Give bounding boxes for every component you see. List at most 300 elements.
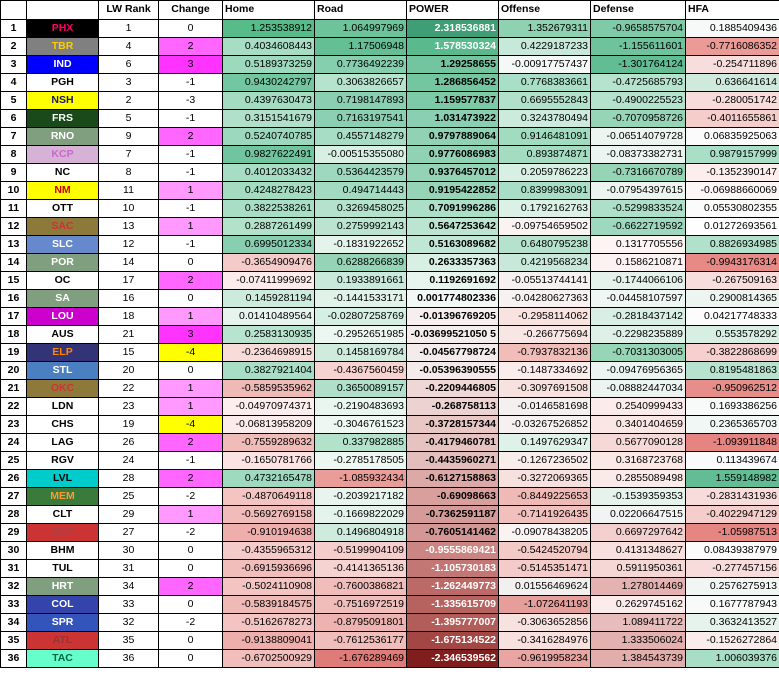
cell-hfa[interactable]: -1.05987513 (686, 524, 779, 542)
cell-lw-rank[interactable]: 16 (99, 290, 159, 308)
cell-change[interactable]: 2 (159, 470, 223, 488)
cell-power[interactable]: -0.4179460781 (407, 434, 499, 452)
cell-defense[interactable]: -0.2298235889 (591, 326, 686, 344)
table-row[interactable] (1, 92, 779, 110)
cell-team[interactable]: IND (27, 56, 99, 74)
cell-power[interactable]: -0.4435960271 (407, 452, 499, 470)
cell-offense[interactable]: 0.7768383661 (499, 74, 591, 92)
cell-home[interactable]: 0.3822538261 (223, 200, 315, 218)
cell-hfa[interactable]: 0.06835925063 (686, 128, 779, 146)
table-row[interactable] (1, 236, 779, 254)
cell-road[interactable]: -1.085932434 (315, 470, 407, 488)
cell-road[interactable]: -0.00515355080 (315, 146, 407, 164)
cell-rank[interactable]: 14 (1, 254, 27, 272)
cell-road[interactable]: 0.4557148279 (315, 128, 407, 146)
cell-offense[interactable]: -0.3097691508 (499, 380, 591, 398)
cell-power[interactable]: -0.3728157344 (407, 416, 499, 434)
cell-home[interactable]: -0.5839184575 (223, 596, 315, 614)
cell-lw-rank[interactable]: 26 (99, 434, 159, 452)
cell-defense[interactable]: 1.278014469 (591, 578, 686, 596)
cell-power[interactable]: 0.001774802336 (407, 290, 499, 308)
cell-offense[interactable]: -0.3272069365 (499, 470, 591, 488)
cell-offense[interactable]: 0.1497629347 (499, 434, 591, 452)
cell-team[interactable]: COL (27, 596, 99, 614)
cell-change[interactable]: 1 (159, 182, 223, 200)
cell-hfa[interactable]: 0.2900814365 (686, 290, 779, 308)
cell-road[interactable]: -0.7600386821 (315, 578, 407, 596)
cell-road[interactable]: 0.5364423579 (315, 164, 407, 182)
cell-hfa[interactable]: -0.1352390147 (686, 164, 779, 182)
cell-team[interactable]: LOU (27, 308, 99, 326)
cell-change[interactable]: 0 (159, 650, 223, 668)
cell-power[interactable]: -2.346539562 (407, 650, 499, 668)
cell-rank[interactable]: 4 (1, 74, 27, 92)
cell-road[interactable]: 0.3269458025 (315, 200, 407, 218)
cell-defense[interactable]: 0.3168723768 (591, 452, 686, 470)
cell-team[interactable]: RNO (27, 128, 99, 146)
cell-lw-rank[interactable]: 18 (99, 308, 159, 326)
cell-offense[interactable]: -0.09754659502 (499, 218, 591, 236)
cell-offense[interactable]: -0.9619958234 (499, 650, 591, 668)
cell-lw-rank[interactable]: 3 (99, 74, 159, 92)
cell-rank[interactable]: 35 (1, 632, 27, 650)
cell-defense[interactable]: -1.301764124 (591, 56, 686, 74)
cell-lw-rank[interactable]: 19 (99, 416, 159, 434)
cell-road[interactable]: -0.1669822029 (315, 506, 407, 524)
cell-defense[interactable]: -0.06514079728 (591, 128, 686, 146)
header-change[interactable]: Change (159, 1, 223, 20)
cell-hfa[interactable]: 0.553578292 (686, 326, 779, 344)
cell-defense[interactable]: -0.4900225523 (591, 92, 686, 110)
cell-lw-rank[interactable]: 35 (99, 632, 159, 650)
cell-change[interactable]: 0 (159, 542, 223, 560)
header-rank[interactable] (1, 1, 27, 20)
cell-team[interactable]: AUS (27, 326, 99, 344)
cell-home[interactable]: -0.9138809041 (223, 632, 315, 650)
cell-home[interactable]: -0.07411999692 (223, 272, 315, 290)
cell-home[interactable]: -0.6915936696 (223, 560, 315, 578)
cell-lw-rank[interactable]: 12 (99, 236, 159, 254)
cell-defense[interactable]: -0.7031303005 (591, 344, 686, 362)
table-row[interactable] (1, 326, 779, 344)
cell-home[interactable]: -0.5692769158 (223, 506, 315, 524)
header-road[interactable]: Road (315, 1, 407, 20)
table-row[interactable] (1, 434, 779, 452)
cell-hfa[interactable]: -0.3822868699 (686, 344, 779, 362)
table-row[interactable] (1, 560, 779, 578)
cell-lw-rank[interactable]: 4 (99, 38, 159, 56)
cell-offense[interactable]: 0.2059786223 (499, 164, 591, 182)
table-row[interactable] (1, 470, 779, 488)
table-row[interactable] (1, 182, 779, 200)
cell-power[interactable]: -1.105730183 (407, 560, 499, 578)
cell-offense[interactable]: -0.266775694 (499, 326, 591, 344)
cell-road[interactable]: 0.1933891661 (315, 272, 407, 290)
cell-defense[interactable]: 0.3401404659 (591, 416, 686, 434)
cell-defense[interactable]: 0.4131348627 (591, 542, 686, 560)
cell-road[interactable]: -0.2039217182 (315, 488, 407, 506)
cell-road[interactable]: 0.7736492239 (315, 56, 407, 74)
cell-hfa[interactable]: -0.950962512 (686, 380, 779, 398)
cell-hfa[interactable]: 0.2576275913 (686, 578, 779, 596)
cell-offense[interactable]: 0.893874871 (499, 146, 591, 164)
cell-offense[interactable]: -0.03267526852 (499, 416, 591, 434)
cell-defense[interactable]: 0.5911950361 (591, 560, 686, 578)
table-row[interactable] (1, 290, 779, 308)
table-row[interactable] (1, 488, 779, 506)
table-row[interactable] (1, 56, 779, 74)
cell-defense[interactable]: -0.7070958726 (591, 110, 686, 128)
table-row[interactable] (1, 344, 779, 362)
cell-defense[interactable]: 1.384543739 (591, 650, 686, 668)
cell-hfa[interactable]: 0.9879157999 (686, 146, 779, 164)
cell-power[interactable]: -0.03699521050 5 (407, 326, 499, 344)
cell-team[interactable]: SPR (27, 614, 99, 632)
cell-defense[interactable]: 1.089411722 (591, 614, 686, 632)
cell-team[interactable]: ELP (27, 344, 99, 362)
table-row[interactable] (1, 596, 779, 614)
cell-hfa[interactable]: -0.267509163 (686, 272, 779, 290)
cell-defense[interactable]: -0.7316670789 (591, 164, 686, 182)
cell-power[interactable]: 1.578530324 (407, 38, 499, 56)
cell-lw-rank[interactable]: 29 (99, 506, 159, 524)
cell-home[interactable]: -0.06813958209 (223, 416, 315, 434)
cell-lw-rank[interactable]: 6 (99, 56, 159, 74)
cell-team[interactable]: BHM (27, 542, 99, 560)
cell-lw-rank[interactable]: 11 (99, 182, 159, 200)
cell-lw-rank[interactable]: 28 (99, 470, 159, 488)
cell-rank[interactable]: 31 (1, 560, 27, 578)
cell-hfa[interactable]: 0.1693386256 (686, 398, 779, 416)
cell-rank[interactable]: 30 (1, 542, 27, 560)
cell-change[interactable]: -2 (159, 488, 223, 506)
cell-offense[interactable]: -0.05513744141 (499, 272, 591, 290)
cell-lw-rank[interactable]: 9 (99, 128, 159, 146)
cell-change[interactable]: 2 (159, 578, 223, 596)
cell-power[interactable]: 0.9376457012 (407, 164, 499, 182)
table-row[interactable] (1, 398, 779, 416)
cell-road[interactable]: -0.7516972519 (315, 596, 407, 614)
cell-hfa[interactable]: -0.1526272864 (686, 632, 779, 650)
cell-change[interactable]: -1 (159, 74, 223, 92)
cell-team[interactable]: LAG (27, 434, 99, 452)
table-row[interactable] (1, 218, 779, 236)
cell-road[interactable]: -0.3046761523 (315, 416, 407, 434)
cell-lw-rank[interactable]: 30 (99, 542, 159, 560)
cell-power[interactable]: 0.7091996286 (407, 200, 499, 218)
header-home[interactable]: Home (223, 1, 315, 20)
cell-lw-rank[interactable]: 27 (99, 524, 159, 542)
table-row[interactable] (1, 452, 779, 470)
cell-defense[interactable]: -0.08882447034 (591, 380, 686, 398)
cell-home[interactable]: 0.4012033432 (223, 164, 315, 182)
cell-lw-rank[interactable]: 32 (99, 614, 159, 632)
cell-hfa[interactable]: -0.254711896 (686, 56, 779, 74)
cell-home[interactable]: -0.5859535962 (223, 380, 315, 398)
cell-offense[interactable]: -0.0146581698 (499, 398, 591, 416)
cell-rank[interactable]: 28 (1, 506, 27, 524)
table-row[interactable] (1, 524, 779, 542)
cell-lw-rank[interactable]: 34 (99, 578, 159, 596)
header-power[interactable]: POWER (407, 1, 499, 20)
cell-power[interactable]: -0.7605141462 (407, 524, 499, 542)
cell-power[interactable]: -0.6127158863 (407, 470, 499, 488)
cell-offense[interactable]: 0.4219568234 (499, 254, 591, 272)
cell-home[interactable]: 0.6995012334 (223, 236, 315, 254)
cell-home[interactable]: 0.1459281194 (223, 290, 315, 308)
cell-hfa[interactable]: -0.4022947129 (686, 506, 779, 524)
cell-team[interactable]: PHX (27, 20, 99, 38)
cell-lw-rank[interactable]: 5 (99, 110, 159, 128)
cell-home[interactable]: 0.3151541679 (223, 110, 315, 128)
cell-rank[interactable]: 8 (1, 146, 27, 164)
cell-hfa[interactable]: 0.3632413527 (686, 614, 779, 632)
cell-home[interactable]: -0.4355965312 (223, 542, 315, 560)
cell-road[interactable]: -0.2190483693 (315, 398, 407, 416)
cell-defense[interactable]: 0.02206647515 (591, 506, 686, 524)
cell-rank[interactable]: 2 (1, 38, 27, 56)
cell-power[interactable]: -1.262449773 (407, 578, 499, 596)
cell-offense[interactable]: -0.5145351471 (499, 560, 591, 578)
cell-home[interactable]: 0.4732165478 (223, 470, 315, 488)
cell-home[interactable]: 0.5240740785 (223, 128, 315, 146)
cell-offense[interactable]: 0.6695552843 (499, 92, 591, 110)
cell-hfa[interactable]: 0.1885409436 (686, 20, 779, 38)
cell-power[interactable]: 1.031473922 (407, 110, 499, 128)
cell-offense[interactable]: -0.00917757437 (499, 56, 591, 74)
cell-lw-rank[interactable]: 17 (99, 272, 159, 290)
cell-rank[interactable]: 25 (1, 452, 27, 470)
cell-offense[interactable]: -0.2958114062 (499, 308, 591, 326)
table-row[interactable] (1, 20, 779, 38)
cell-hfa[interactable]: -0.4011655861 (686, 110, 779, 128)
cell-road[interactable]: -0.8795091801 (315, 614, 407, 632)
cell-home[interactable]: 0.4397630473 (223, 92, 315, 110)
cell-road[interactable]: -0.1441533171 (315, 290, 407, 308)
cell-change[interactable]: -1 (159, 146, 223, 164)
cell-defense[interactable]: 0.1586210871 (591, 254, 686, 272)
cell-road[interactable]: 0.337982885 (315, 434, 407, 452)
cell-power[interactable]: 0.5647253642 (407, 218, 499, 236)
cell-change[interactable]: 1 (159, 308, 223, 326)
cell-change[interactable]: 2 (159, 128, 223, 146)
cell-home[interactable]: -0.1650781766 (223, 452, 315, 470)
cell-change[interactable]: 0 (159, 362, 223, 380)
cell-change[interactable]: 0 (159, 632, 223, 650)
cell-lw-rank[interactable]: 13 (99, 218, 159, 236)
table-row[interactable] (1, 110, 779, 128)
cell-change[interactable]: 2 (159, 38, 223, 56)
table-row[interactable] (1, 164, 779, 182)
cell-road[interactable]: -0.4367560459 (315, 362, 407, 380)
cell-road[interactable]: 0.6288266839 (315, 254, 407, 272)
cell-rank[interactable]: 34 (1, 614, 27, 632)
cell-power[interactable]: 0.2633357363 (407, 254, 499, 272)
cell-change[interactable]: 3 (159, 56, 223, 74)
cell-offense[interactable]: -0.1267236502 (499, 452, 591, 470)
cell-hfa[interactable]: -0.9943176314 (686, 254, 779, 272)
cell-defense[interactable]: -0.9658575704 (591, 20, 686, 38)
cell-road[interactable]: -0.02807258769 (315, 308, 407, 326)
cell-rank[interactable]: 17 (1, 308, 27, 326)
table-row[interactable] (1, 308, 779, 326)
cell-change[interactable]: 2 (159, 434, 223, 452)
cell-power[interactable]: 0.1192691692 (407, 272, 499, 290)
cell-hfa[interactable]: 0.8195481863 (686, 362, 779, 380)
cell-home[interactable]: -0.04970974371 (223, 398, 315, 416)
cell-team[interactable]: NM (27, 182, 99, 200)
cell-change[interactable]: 0 (159, 596, 223, 614)
cell-hfa[interactable]: 0.08439387979 (686, 542, 779, 560)
cell-team[interactable]: TBR (27, 38, 99, 56)
cell-home[interactable]: 0.9430242797 (223, 74, 315, 92)
cell-team[interactable]: SA (27, 290, 99, 308)
cell-rank[interactable]: 32 (1, 578, 27, 596)
cell-road[interactable]: -0.7612536177 (315, 632, 407, 650)
cell-offense[interactable]: 0.8399983091 (499, 182, 591, 200)
cell-home[interactable]: -0.4870649118 (223, 488, 315, 506)
cell-power[interactable]: 0.9195422852 (407, 182, 499, 200)
cell-home[interactable]: 0.01410489564 (223, 308, 315, 326)
cell-team[interactable]: LDN (27, 398, 99, 416)
cell-team[interactable]: ATL (27, 632, 99, 650)
cell-road[interactable]: 0.2759992143 (315, 218, 407, 236)
cell-hfa[interactable]: -0.280051742 (686, 92, 779, 110)
cell-rank[interactable]: 24 (1, 434, 27, 452)
cell-rank[interactable]: 13 (1, 236, 27, 254)
header-team[interactable] (27, 1, 99, 20)
cell-road[interactable]: 0.1458169784 (315, 344, 407, 362)
cell-road[interactable]: -0.4141365136 (315, 560, 407, 578)
table-row[interactable] (1, 128, 779, 146)
table-row[interactable] (1, 578, 779, 596)
cell-rank[interactable]: 3 (1, 56, 27, 74)
cell-offense[interactable]: -0.7141926435 (499, 506, 591, 524)
cell-rank[interactable]: 10 (1, 182, 27, 200)
cell-team[interactable]: STL (27, 362, 99, 380)
cell-hfa[interactable]: 1.006039376 (686, 650, 779, 668)
cell-home[interactable]: -0.5024110908 (223, 578, 315, 596)
cell-rank[interactable]: 11 (1, 200, 27, 218)
cell-lw-rank[interactable]: 10 (99, 200, 159, 218)
table-row[interactable] (1, 146, 779, 164)
cell-power[interactable]: 1.286856452 (407, 74, 499, 92)
cell-change[interactable]: -2 (159, 614, 223, 632)
cell-defense[interactable]: -0.1744066106 (591, 272, 686, 290)
cell-rank[interactable]: 22 (1, 398, 27, 416)
cell-change[interactable]: -2 (159, 524, 223, 542)
cell-rank[interactable]: 20 (1, 362, 27, 380)
cell-lw-rank[interactable]: 20 (99, 362, 159, 380)
cell-road[interactable]: 1.064997969 (315, 20, 407, 38)
table-row[interactable] (1, 38, 779, 56)
cell-rank[interactable]: 7 (1, 128, 27, 146)
cell-power[interactable]: -1.395777007 (407, 614, 499, 632)
cell-power[interactable]: 0.9797889064 (407, 128, 499, 146)
header-offense[interactable]: Offense (499, 1, 591, 20)
cell-hfa[interactable]: 0.05530802355 (686, 200, 779, 218)
cell-rank[interactable]: 21 (1, 380, 27, 398)
cell-team[interactable]: TUL (27, 560, 99, 578)
header-defense[interactable]: Defense (591, 1, 686, 20)
cell-lw-rank[interactable]: 14 (99, 254, 159, 272)
cell-lw-rank[interactable]: 21 (99, 326, 159, 344)
cell-rank[interactable]: 19 (1, 344, 27, 362)
cell-team[interactable]: HRT (27, 578, 99, 596)
cell-power[interactable]: -1.335615709 (407, 596, 499, 614)
cell-power[interactable]: -0.04567798724 (407, 344, 499, 362)
cell-road[interactable]: 0.494714443 (315, 182, 407, 200)
cell-change[interactable]: 1 (159, 380, 223, 398)
cell-rank[interactable]: 27 (1, 488, 27, 506)
cell-rank[interactable]: 5 (1, 92, 27, 110)
cell-change[interactable]: 1 (159, 218, 223, 236)
cell-defense[interactable]: 0.1317705556 (591, 236, 686, 254)
table-row[interactable] (1, 200, 779, 218)
cell-team[interactable]: BST (27, 524, 99, 542)
cell-lw-rank[interactable]: 25 (99, 488, 159, 506)
cell-power[interactable]: -0.7362591187 (407, 506, 499, 524)
cell-offense[interactable]: 0.3243780494 (499, 110, 591, 128)
cell-rank[interactable]: 26 (1, 470, 27, 488)
cell-team[interactable]: OTT (27, 200, 99, 218)
cell-offense[interactable]: -0.3063652856 (499, 614, 591, 632)
cell-offense[interactable]: -0.1487334692 (499, 362, 591, 380)
cell-power[interactable]: 1.159577837 (407, 92, 499, 110)
cell-defense[interactable]: -0.09476956365 (591, 362, 686, 380)
cell-defense[interactable]: 0.5677090128 (591, 434, 686, 452)
cell-offense[interactable]: 0.1792162763 (499, 200, 591, 218)
cell-home[interactable]: -0.5162678273 (223, 614, 315, 632)
cell-hfa[interactable]: 0.8826934985 (686, 236, 779, 254)
cell-road[interactable]: 0.3650089157 (315, 380, 407, 398)
cell-offense[interactable]: -0.5424520794 (499, 542, 591, 560)
cell-power[interactable]: -0.268758113 (407, 398, 499, 416)
cell-road[interactable]: 0.1496804918 (315, 524, 407, 542)
cell-power[interactable]: -0.69098663 (407, 488, 499, 506)
cell-team[interactable]: OC (27, 272, 99, 290)
cell-change[interactable]: -1 (159, 236, 223, 254)
cell-change[interactable]: -4 (159, 416, 223, 434)
cell-offense[interactable]: -0.7937832136 (499, 344, 591, 362)
table-row[interactable] (1, 416, 779, 434)
cell-road[interactable]: 0.7198147893 (315, 92, 407, 110)
cell-rank[interactable]: 6 (1, 110, 27, 128)
cell-defense[interactable]: -0.04458107597 (591, 290, 686, 308)
cell-hfa[interactable]: 0.2365365703 (686, 416, 779, 434)
cell-defense[interactable]: -0.5299833524 (591, 200, 686, 218)
cell-home[interactable]: -0.2364698915 (223, 344, 315, 362)
cell-defense[interactable]: 0.2629745162 (591, 596, 686, 614)
cell-defense[interactable]: -0.4725685793 (591, 74, 686, 92)
cell-rank[interactable]: 29 (1, 524, 27, 542)
cell-team[interactable]: PGH (27, 74, 99, 92)
cell-team[interactable]: RGV (27, 452, 99, 470)
cell-offense[interactable]: 1.352679311 (499, 20, 591, 38)
cell-change[interactable]: 0 (159, 254, 223, 272)
cell-team[interactable]: LVL (27, 470, 99, 488)
cell-change[interactable]: 0 (159, 20, 223, 38)
cell-rank[interactable]: 1 (1, 20, 27, 38)
cell-hfa[interactable]: 0.636641614 (686, 74, 779, 92)
cell-defense[interactable]: -1.155611601 (591, 38, 686, 56)
cell-lw-rank[interactable]: 8 (99, 164, 159, 182)
cell-team[interactable]: OKC (27, 380, 99, 398)
cell-defense[interactable]: 0.2540999433 (591, 398, 686, 416)
cell-offense[interactable]: 0.4229187233 (499, 38, 591, 56)
cell-change[interactable]: 1 (159, 506, 223, 524)
table-row[interactable] (1, 362, 779, 380)
